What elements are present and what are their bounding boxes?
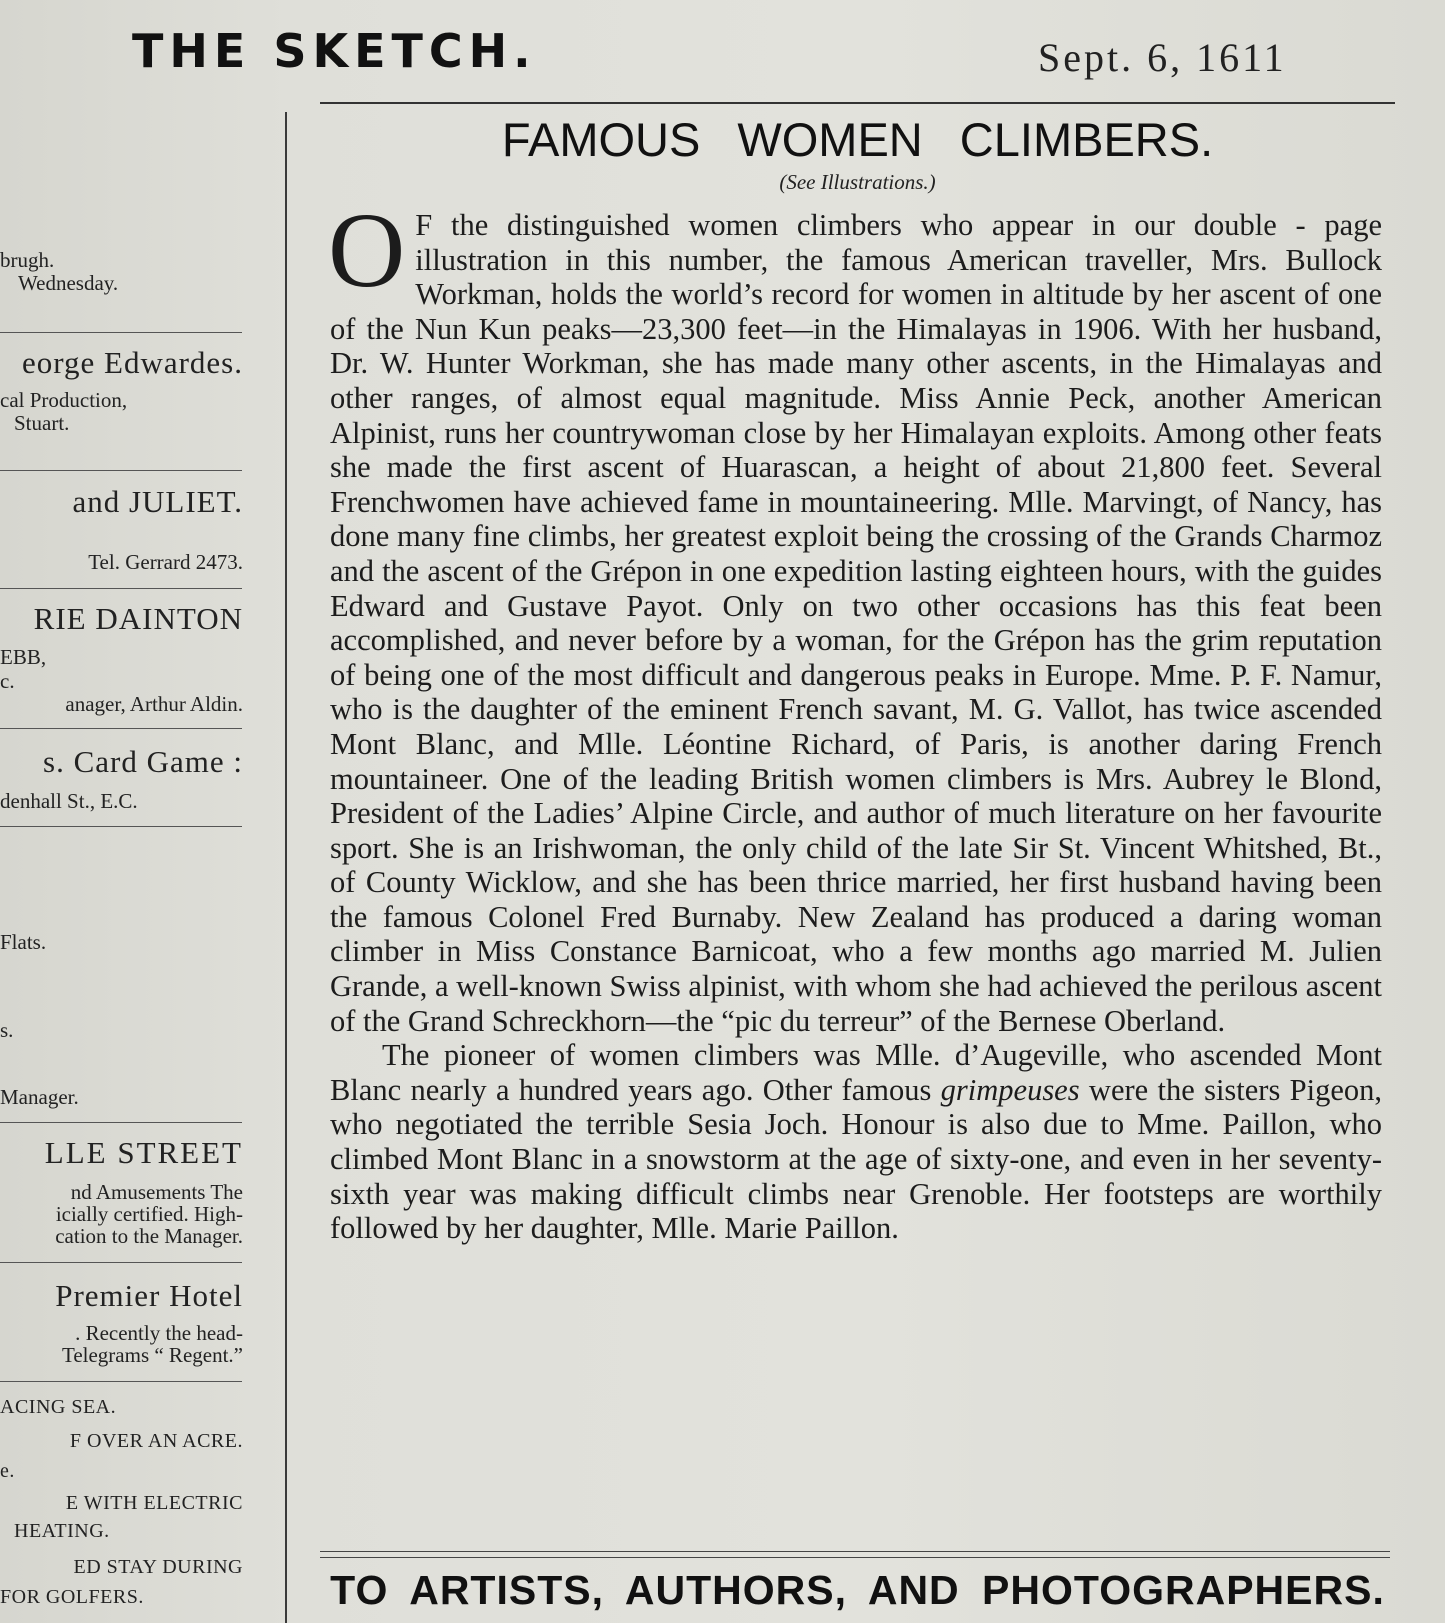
left-fragment: F OVER AN ACRE. (69, 1430, 243, 1452)
left-fragment: denhall St., E.C. (0, 789, 138, 813)
paragraph-text: the distinguished women climbers who appear in our double - page illustration in this number, the famous American traveller, Mrs. Bullock Workman, holds the world’s record for women in altitude by her ascent of one of the Nun Kun peaks—23,300 feet—in the Himalayas in 1906. With her husband, Dr. W. Hunter Workman, she has made many other ascents, in the Himalayas and other ranges, of almost equal magnitude. Miss Annie Peck, another American Alpinist, runs her countrywoman close by her Himalayan exploits. Among other feats she made the first ascent of Huarascan, a height of about 21,800 feet. Several Frenchwomen have achieved fame in mountaineering. Mlle. Marvingt, of Nancy, has done many fine climbs, her greatest exploit being the crossing of the Grands Charmoz and the ascent of the Grépon in one expedition lasting eighteen hours, with the guides Edward and Gustave Payot. Only on two other occasions has this feat been accomplished, and never before by a woman, for the Grépon has the grim reputation of being one of the most difficult and dangerous peaks in Europe. Mme. P. F. Namur, who is the daughter of the eminent French savant, M. G. Vallot, has twice ascended Mont Blanc, and Mlle. Léontine Richard, of Paris, is another daring French mountaineer. One of the leading British women climbers is Mrs. Aubrey le Blond, President of the Ladies’ Alpine Circle, and author of much literature on her favourite sport. She is an Irishwoman, the only child of the late Sir St. Vincent Whitshed, Bt., of County Wicklow, and she has been thrice married, her first husband having been the famous Colonel Fred Burnaby. New Zealand has produced a daring woman climber in Miss Constance Barnicoat, who a few months ago married M. Julien Grande, a well-known Swiss alpinist, with whom she had achieved the perilous ascent of the Grand Schreckhorn—the “pic du terreur” of the Bernese Oberland. (330, 208, 1383, 1038)
left-fragment: anager, Arthur Aldin. (65, 692, 243, 716)
left-fragment: icially certified. High- (55, 1202, 243, 1226)
article-subhead: (See Illustrations.) (779, 170, 936, 194)
left-fragment: brugh. (0, 248, 55, 272)
left-fragment: ED STAY DURING (73, 1556, 243, 1578)
left-fragment: Stuart. (14, 411, 70, 435)
divider (0, 728, 242, 729)
italic-word: grimpeuses (940, 1072, 1080, 1107)
left-fragment: Manager. (0, 1085, 79, 1109)
left-fragment: and JULIET. (72, 484, 243, 519)
masthead-title: THE SKETCH. (132, 24, 537, 78)
left-fragment: e. (0, 1460, 15, 1482)
column-divider (285, 112, 287, 1623)
masthead-date: Sept. 6, 1611 (1038, 35, 1287, 80)
divider (0, 1122, 242, 1123)
next-article-heading: TO ARTISTS, AUTHORS, AND PHOTOGRAPHERS. (330, 1567, 1385, 1613)
left-fragment: nd Amusements The (70, 1180, 243, 1204)
divider (0, 1262, 242, 1263)
left-fragment: . Recently the head- (75, 1321, 243, 1345)
left-fragment: ACING SEA. (0, 1396, 117, 1418)
paragraph-2 (330, 1038, 1382, 1246)
left-fragment: eorge Edwardes. (21, 345, 243, 380)
left-fragment: EBB, (0, 645, 47, 669)
left-column-ads (0, 0, 285, 1623)
left-fragment: Tel. Gerrard 2473. (88, 550, 243, 574)
left-fragment: c. (0, 669, 15, 693)
first-letter: F (415, 208, 433, 242)
divider (0, 332, 242, 333)
divider (0, 826, 242, 827)
masthead-rule (320, 102, 1395, 104)
left-fragment: cal Production, (0, 388, 128, 412)
left-fragment: Premier Hotel (55, 1278, 243, 1313)
divider (0, 588, 242, 589)
left-fragment: RIE DAINTON (33, 601, 243, 636)
left-fragment: s. Card Game : (43, 744, 243, 779)
drop-cap: O (328, 192, 406, 310)
divider (0, 1381, 242, 1382)
left-fragment: Wednesday. (18, 271, 119, 295)
article-headline: FAMOUS WOMEN CLIMBERS. (501, 113, 1214, 166)
bottom-rule (320, 1551, 1390, 1552)
paragraph-text: The pioneer of women climbers was Mlle. d’Augeville, who ascended Mont Blanc nearly a hundred years ago. Other famous (330, 1038, 1382, 1107)
article-body (328, 192, 1383, 1246)
left-fragment: cation to the Manager. (55, 1224, 243, 1248)
bottom-rule (320, 1557, 1390, 1558)
paragraph-text: were the sisters Pigeon, who negotiated the terrible Sesia Joch. Honour is also due to Mme. Paillon, who climbed Mont Blanc in a snowstorm at the age of sixty-one, and even in her seventy-sixth year was making difficult climbs near Grenoble. Her footsteps are worthily followed by her daughter, Mlle. Marie Paillon. (330, 1072, 1382, 1246)
paragraph-1 (328, 192, 1383, 1038)
left-fragment: FOR GOLFERS. (0, 1586, 144, 1608)
left-fragment: Telegrams “ Regent.” (61, 1343, 243, 1367)
left-fragment: Flats. (0, 930, 47, 954)
left-fragment: HEATING. (14, 1520, 110, 1542)
left-fragment: E WITH ELECTRIC (65, 1492, 243, 1514)
divider (0, 470, 242, 471)
left-fragment: s. (0, 1018, 14, 1042)
left-fragment: LLE STREET (44, 1135, 243, 1170)
